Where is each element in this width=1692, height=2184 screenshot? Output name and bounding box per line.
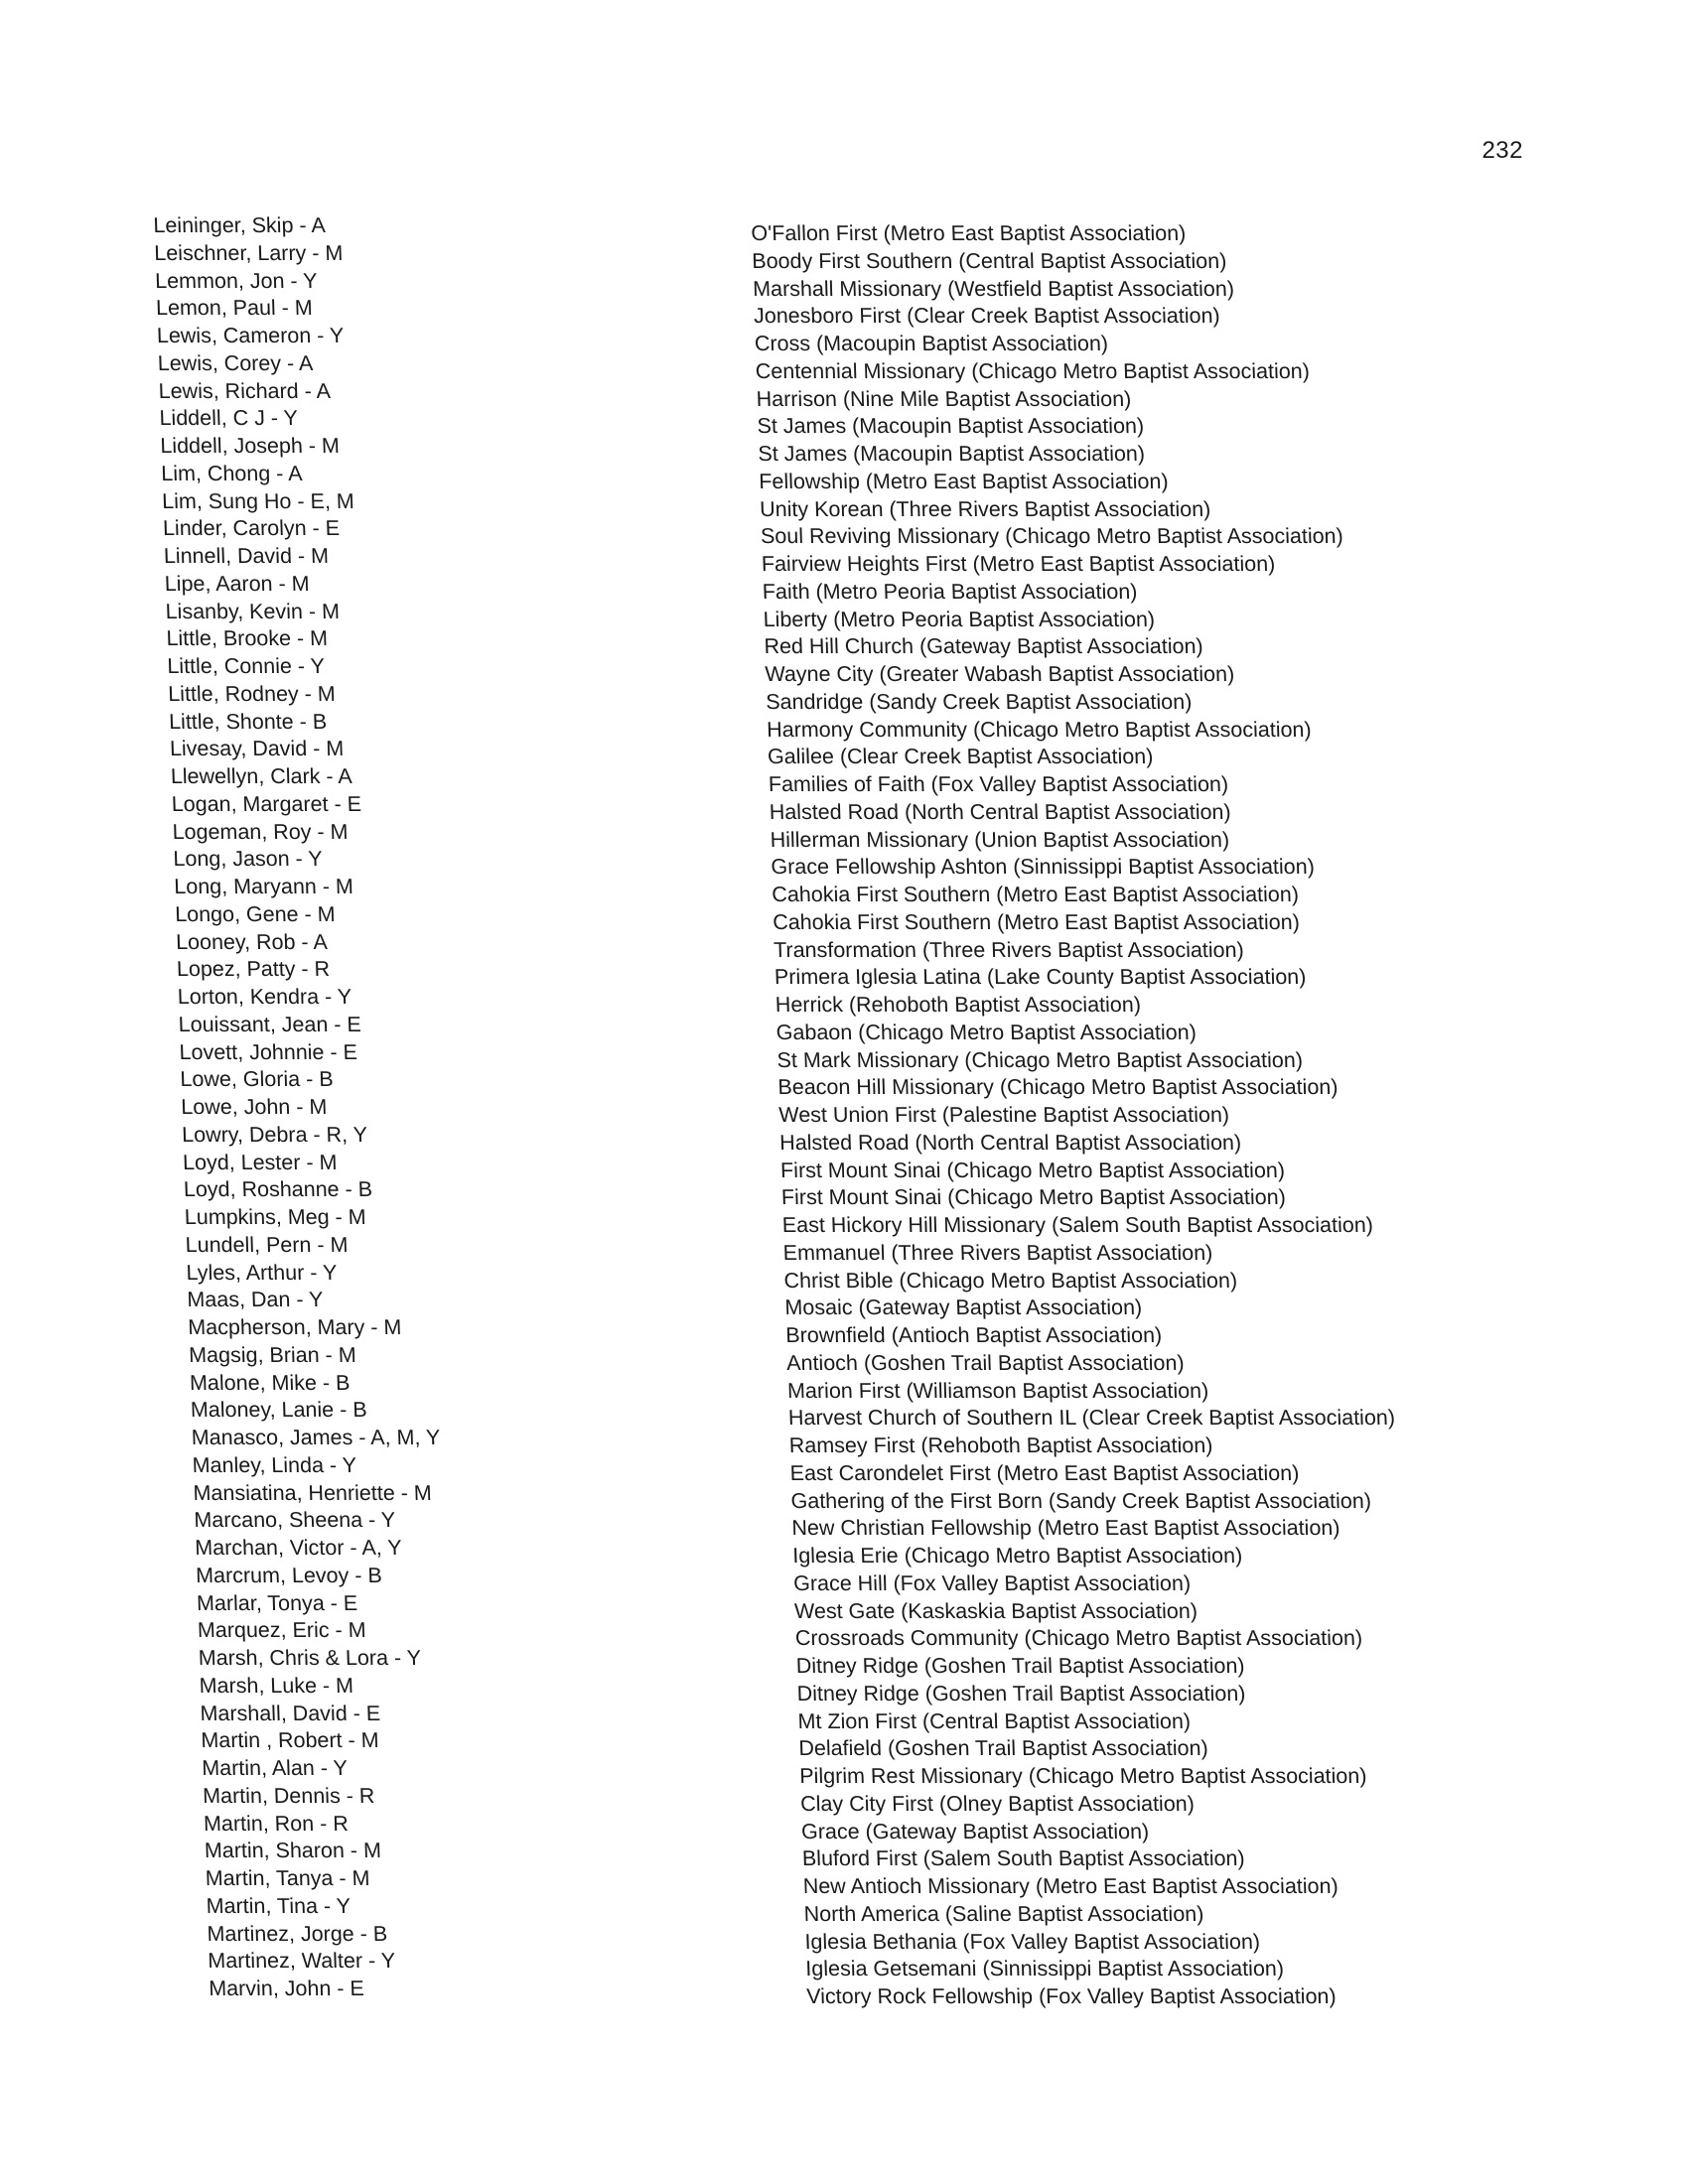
name-entry: Lumpkins, Meg - M [184,1205,366,1229]
church-entry: Halsted Road (North Central Baptist Association) [778,1130,1242,1155]
name-entry: Marsh, Chris & Lora - Y [198,1646,422,1670]
church-entry: Halsted Road (North Central Baptist Association) [769,799,1231,824]
name-entry: Martin, Ron - R [203,1811,350,1836]
name-entry: Martin, Dennis - R [202,1783,375,1808]
name-entry: Lowe, Gloria - B [180,1067,334,1092]
name-entry: Lisanby, Kevin - M [165,599,341,623]
name-entry: Livesay, David - M [169,737,345,761]
church-entry: Marshall Missionary (Westfield Baptist Association) [752,276,1235,301]
church-entry: Antioch (Goshen Trail Baptist Association) [785,1350,1185,1375]
name-entry: Martinez, Jorge - B [207,1921,388,1946]
church-entry: Families of Faith (Fox Valley Baptist Association) [768,772,1229,796]
name-entry: Long, Jason - Y [173,847,324,872]
church-entry: St James (Macoupin Baptist Association) [757,414,1145,439]
church-entry: Mosaic (Gateway Baptist Association) [784,1296,1143,1320]
name-entry: Lorton, Kendra - Y [177,985,352,1009]
church-entry: Iglesia Bethania (Fox Valley Baptist Association) [804,1929,1261,1954]
name-entry: Marsh, Luke - M [199,1673,354,1698]
church-entry: Beacon Hill Missionary (Chicago Metro Baptist Association) [777,1075,1339,1100]
church-entry: Grace (Gateway Baptist Association) [800,1819,1150,1843]
name-entry: Macpherson, Mary - M [187,1315,402,1339]
church-entry: Fellowship (Metro East Baptist Association) [758,469,1169,493]
name-entry: Lyles, Arthur - Y [186,1260,338,1285]
name-entry: Malone, Mike - B [189,1370,351,1395]
name-entry: Martin, Tina - Y [206,1893,352,1918]
name-entry: Lim, Chong - A [160,461,303,485]
name-entry: Leischner, Larry - M [153,240,344,265]
church-entry: Primera Iglesia Latina (Lake County Baptist Association) [774,965,1307,990]
name-entry: Linder, Carolyn - E [162,516,341,541]
church-entry: Red Hill Church (Gateway Baptist Association) [764,634,1204,659]
church-entry: Ditney Ridge (Goshen Trail Baptist Association) [795,1654,1245,1678]
name-entry: Maloney, Lanie - B [190,1398,367,1423]
name-entry: Liddell, C J - Y [159,406,299,431]
church-entry: Ramsey First (Rehoboth Baptist Association) [788,1433,1213,1457]
name-entry: Lopez, Patty - R [176,957,331,982]
church-entry: Delafield (Goshen Trail Baptist Association) [797,1736,1209,1761]
church-entry: Christ Bible (Chicago Metro Baptist Association) [783,1268,1238,1293]
church-entry: St James (Macoupin Baptist Association) [758,442,1146,466]
name-entry: Lemmon, Jon - Y [154,268,318,293]
name-entry: Marvin, John - E [208,1977,365,2000]
church-entry: Wayne City (Greater Wabash Baptist Association) [764,662,1235,686]
name-entry: Lowry, Debra - R, Y [181,1122,368,1147]
name-entry: Marlar, Tonya - E [196,1590,358,1615]
name-entry: Liddell, Joseph - M [160,434,341,458]
name-entry: Martin, Sharon - M [204,1839,382,1863]
name-entry: Llewellyn, Clark - A [170,764,353,788]
church-entry: Harrison (Nine Mile Baptist Association) [756,386,1132,411]
name-entry: Magsig, Brian - M [188,1342,357,1367]
name-entry: Martin, Alan - Y [201,1756,349,1780]
church-entry: St Mark Missionary (Chicago Metro Baptist Association) [776,1047,1304,1072]
church-entry: Bluford First (Salem South Baptist Association) [801,1846,1245,1871]
name-entry: Lovett, Johnnie - E [179,1039,358,1064]
church-entry: Emmanuel (Three Rivers Baptist Association) [782,1240,1213,1265]
church-entry: Soul Reviving Missionary (Chicago Metro Baptist Association) [760,524,1344,549]
church-entry: Transformation (Three Rivers Baptist Association) [773,937,1245,962]
name-entry: Little, Rodney - M [167,681,337,706]
church-entry: Unity Korean (Three Rivers Baptist Association) [759,496,1211,521]
name-entry: Loyd, Lester - M [182,1150,338,1174]
church-entry: Centennial Missionary (Chicago Metro Baptist Association) [755,358,1311,383]
name-entry: Marquez, Eric - M [197,1618,366,1643]
name-entry: Lewis, Corey - A [157,350,314,375]
church-entry: Faith (Metro Peoria Baptist Association) [762,579,1138,604]
name-entry: Marshall, David - E [200,1701,381,1725]
name-entry: Logeman, Roy - M [172,819,349,844]
name-entry: Manasco, James - A, M, Y [191,1426,441,1449]
church-entry: Victory Rock Fellowship (Fox Valley Baptist Association) [805,1984,1337,2008]
church-entry: Grace Hill (Fox Valley Baptist Association) [792,1570,1192,1595]
church-entry: Harvest Church of Southern IL (Clear Creek Baptist Association) [787,1406,1396,1431]
church-entry: Pilgrim Rest Missionary (Chicago Metro Baptist Association) [798,1764,1367,1788]
church-entry: Grace Fellowship Ashton (Sinnissippi Baptist Association) [771,855,1316,880]
name-entry: Long, Maryann - M [173,875,354,898]
church-entry: Mt Zion First (Central Baptist Association) [797,1708,1192,1733]
church-entry: Iglesia Erie (Chicago Metro Baptist Association) [791,1544,1243,1568]
name-entry: Longo, Gene - M [174,901,336,926]
name-entry: Little, Brooke - M [166,626,329,651]
name-entry: Leininger, Skip - A [153,213,327,237]
church-entry: New Antioch Missionary (Metro East Baptist Association) [802,1874,1340,1898]
name-entry: Lipe, Aaron - M [164,571,310,596]
churches-column [751,220,1414,2011]
name-entry: Martin, Tanya - M [205,1866,370,1890]
church-entry: Gathering of the First Born (Sandy Creek Baptist Association) [790,1488,1372,1513]
name-entry: Lewis, Richard - A [158,378,332,403]
church-entry: Hillerman Missionary (Union Baptist Association) [770,827,1230,852]
name-entry: Lowe, John - M [180,1095,328,1119]
church-entry: Brownfield (Antioch Baptist Association) [784,1323,1163,1347]
church-entry: West Union First (Palestine Baptist Association) [777,1103,1230,1127]
church-entry: Clay City First (Olney Baptist Association) [799,1791,1196,1816]
name-entry: Lewis, Cameron - Y [156,324,345,347]
names-column [153,212,458,2003]
church-entry: Iglesia Getsemani (Sinnissippi Baptist Association) [804,1957,1285,1981]
church-entry: Herrick (Rehoboth Baptist Association) [775,993,1142,1017]
church-entry: East Hickory Hill Missionary (Salem South Baptist Association) [781,1213,1374,1237]
church-entry: Cahokia First Southern (Metro East Baptist Association) [772,909,1301,934]
name-entry: Manley, Linda - Y [192,1452,357,1477]
name-entry: Martin , Robert - M [200,1728,379,1753]
name-entry: Marchan, Victor - A, Y [194,1536,402,1560]
church-entry: Jonesboro First (Clear Creek Baptist Association) [753,304,1221,329]
church-entry: Liberty (Metro Peoria Baptist Association) [763,607,1156,631]
church-entry: West Gate (Kaskaskia Baptist Association) [793,1598,1198,1623]
church-entry: Ditney Ridge (Goshen Trail Baptist Association) [796,1681,1246,1706]
church-entry: Sandridge (Sandy Creek Baptist Association) [765,689,1193,714]
church-entry: Gabaon (Chicago Metro Baptist Association) [776,1020,1198,1044]
church-entry: Boody First Southern (Central Baptist Association) [751,248,1227,273]
church-entry: Galilee (Clear Creek Baptist Association) [767,745,1154,769]
name-entry: Mansiatina, Henriette - M [193,1480,433,1505]
church-entry: O'Fallon First (Metro East Baptist Association) [751,221,1187,245]
church-entry: East Carondelet First (Metro East Baptist Association) [789,1460,1300,1485]
name-entry: Little, Shonte - B [168,709,328,734]
church-entry: Cahokia First Southern (Metro East Baptist Association) [771,883,1300,906]
name-entry: Maas, Dan - Y [187,1288,324,1312]
name-entry: Louissant, Jean - E [178,1012,362,1036]
name-entry: Looney, Rob - A [175,929,329,954]
name-entry: Marcano, Sheena - Y [194,1508,396,1533]
name-entry: Martinez, Walter - Y [207,1949,396,1974]
name-entry: Logan, Margaret - E [171,791,362,816]
name-entry: Lemon, Paul - M [155,296,314,321]
church-entry: First Mount Sinai (Chicago Metro Baptist Association) [779,1158,1286,1182]
name-entry: Linnell, David - M [163,544,330,568]
page-number: 232 [1481,137,1523,164]
name-entry: Little, Connie - Y [166,654,326,678]
name-entry: Loyd, Roshanne - B [183,1177,373,1202]
church-entry: First Mount Sinai (Chicago Metro Baptist Association) [780,1185,1287,1210]
church-entry: Harmony Community (Chicago Metro Baptist Association) [766,717,1312,742]
church-entry: Marion First (Williamson Baptist Association) [786,1378,1209,1403]
church-entry: Cross (Macoupin Baptist Association) [754,332,1109,355]
church-entry: North America (Saline Baptist Association) [803,1901,1204,1926]
church-entry: Fairview Heights First (Metro East Baptist Association) [761,552,1276,576]
church-entry: New Christian Fellowship (Metro East Baptist Association) [791,1516,1340,1541]
church-entry: Crossroads Community (Chicago Metro Baptist Association) [794,1626,1363,1651]
name-entry: Lundell, Pern - M [185,1232,349,1257]
name-entry: Marcrum, Levoy - B [195,1563,383,1587]
name-entry: Lim, Sung Ho - E, M [161,488,355,513]
